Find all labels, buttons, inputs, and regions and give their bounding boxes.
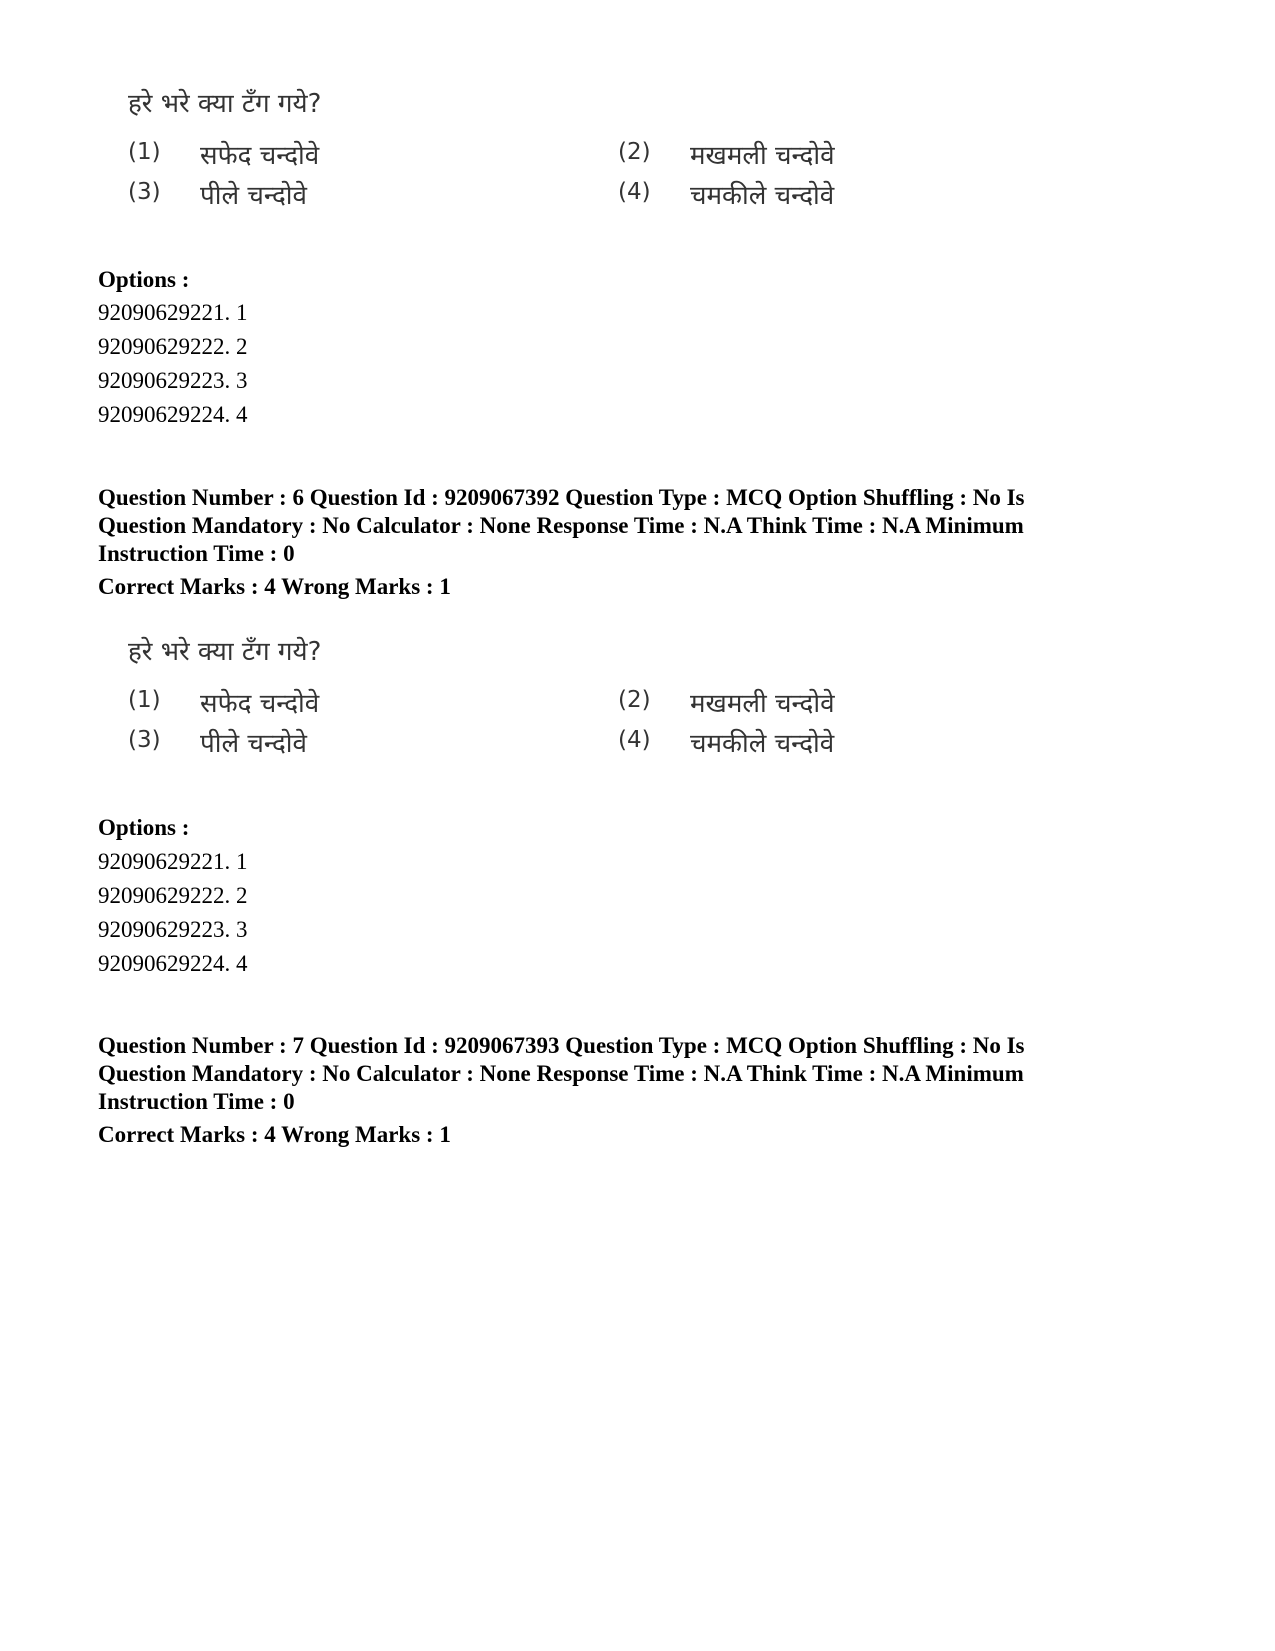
question-image [128,84,848,214]
choice-number: (2) [618,687,651,713]
choice-text: मखमली चन्दोवे [690,689,835,719]
question-text: हरे भरे क्या टँग गये? [128,637,322,667]
choice-text: चमकीले चन्दोवे [690,181,835,211]
choice-number: (1) [128,687,161,713]
choice-text: पीले चन्दोवे [200,729,307,759]
choice-number: (3) [128,179,161,205]
options-title: Options : [98,267,190,292]
option-line: 92090629224. 4 [98,951,248,976]
choice-number: (4) [618,179,651,205]
option-line: 92090629221. 1 [98,849,248,874]
option-line: 92090629222. 2 [98,883,248,908]
question-text: हरे भरे क्या टँग गये? [128,89,322,119]
choice-number: (3) [128,727,161,753]
choice-text: सफेद चन्दोवे [200,141,320,171]
marks-info: Correct Marks : 4 Wrong Marks : 1 [98,1122,451,1147]
choice-text: चमकीले चन्दोवे [690,729,835,759]
choice-number: (1) [128,139,161,165]
choice-text: मखमली चन्दोवे [690,141,835,171]
choice-text: सफेद चन्दोवे [200,689,320,719]
question-meta: Question Number : 7 Question Id : 9209067393 Question Type : MCQ Option Shuffling : No Is Question Mandatory : No Calculator : None Response Time : N.A Think Time : N.A Minimum Instruction Time : 0 [98,1033,1025,1114]
choice-number: (4) [618,727,651,753]
option-line: 92090629222. 2 [98,334,248,359]
option-line: 92090629221. 1 [98,300,248,325]
option-line: 92090629224. 4 [98,402,248,427]
choice-text: पीले चन्दोवे [200,181,307,211]
choice-number: (2) [618,139,651,165]
option-line: 92090629223. 3 [98,917,248,942]
option-line: 92090629223. 3 [98,368,248,393]
question-meta: Question Number : 6 Question Id : 9209067392 Question Type : MCQ Option Shuffling : No Is Question Mandatory : No Calculator : None Response Time : N.A Think Time : N.A Minimum Instruction Time : 0 [98,485,1025,566]
options-title: Options : [98,815,190,840]
question-image [128,632,848,762]
marks-info: Correct Marks : 4 Wrong Marks : 1 [98,574,451,599]
